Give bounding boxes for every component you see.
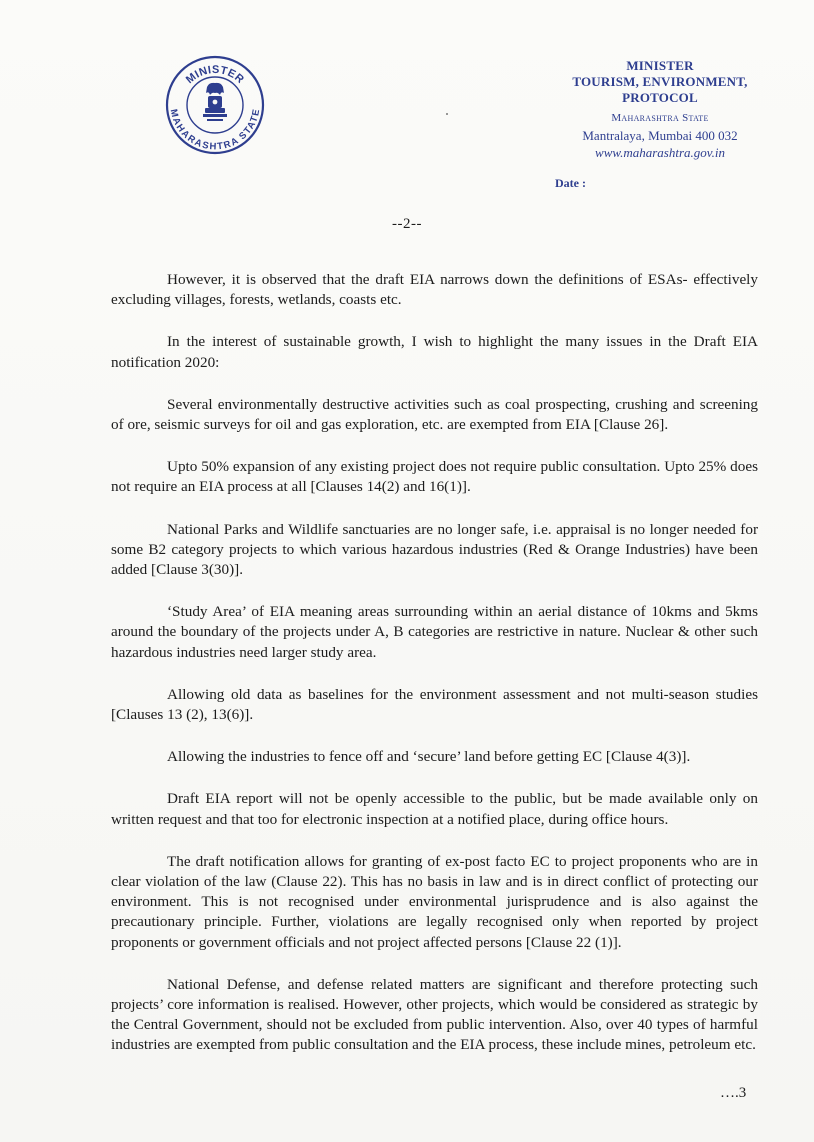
paragraph: Allowing the industries to fence off and ‘secure’ land before getting EC [Clause 4(3)]. [167,748,691,766]
paragraph: National Parks and Wildlife sanctuaries are no longer safe, i.e. appraisal is no longer needed for some B2 category projects to which various hazardous industries (Red & Orange Industries) have been added [Clause 3(30)]. [111,520,758,579]
paragraph: However, it is observed that the draft EIA narrows down the definitions of ESAs- effectively excluding villages, forests, wetlands, coasts etc. [111,271,758,309]
national-emblem-icon [203,83,227,121]
letterhead-portfolio: TOURISM, ENVIRONMENT, [572,74,748,89]
paragraph: Several environmentally destructive activities such as coal prospecting, crushing and screening of ore, seismic surveys for oil and gas exploration, etc. are exempted from EIA [Clause 26]. [111,395,758,434]
letterhead-address: Mantralaya, Mumbai 400 032 [582,128,738,143]
paragraph: Upto 50% expansion of any existing project does not require public consultation. Upto 25% does not require an EIA process at all [Clauses 14(2) and 16(1)]. [111,458,758,496]
paper-speck [446,113,448,115]
letterhead [540,58,780,161]
letterhead-portfolio-cont: PROTOCOL [622,90,698,105]
page-number: --2-- [392,216,422,232]
minister-seal [165,55,265,155]
paragraph: Allowing old data as baselines for the environment assessment and not multi-season studies [Clauses 13 (2), 13(6)]. [111,685,758,724]
paragraph: ‘Study Area’ of EIA meaning areas surrounding within an aerial distance of 10kms and 5kms around the boundary of the projects under A, B categories are restrictive in nature. Nuclear & other such hazardous industries need larger study area. [111,603,758,661]
paragraph: Draft EIA report will not be openly accessible to the public, but be made available only on written request and that too for electronic inspection at a notified place, during office hours. [111,790,758,828]
seal-top-text: MINISTER [183,63,247,87]
letterhead-state: Maharashtra State [611,112,709,124]
letterhead-title: MINISTER [626,58,694,73]
date-label: Date : [555,176,586,190]
paragraph: The draft notification allows for granting of ex-post facto EC to project proponents who are in clear violation of the law (Clause 22). This has no basis in law and is in direct conflict of protecting our environment. This is not recognised under environmental jurisprudence and is also against the precautionary principle. Further, violations are legally recognised only when reported by project proponents or government officials and not project affected persons [Clause 22 (1)]. [111,852,758,951]
paragraph: National Defense, and defense related matters are significant and therefore protecting such projects’ core information is realised. However, other projects, which would be considered as strategic by the Central Government, should not be excluded from public intervention. Also, over 40 types of harmful industries are exempted from public consultation and the EIA process, these include mines, petroleum etc. [111,975,758,1054]
paragraph: In the interest of sustainable growth, I wish to highlight the many issues in the Draft EIA notification 2020: [111,333,758,371]
letterhead-website: www.maharashtra.gov.in [595,145,725,160]
continuation-marker: ….3 [720,1085,747,1101]
letter-body [111,270,758,1078]
seal-bottom-text: MAHARASHTRA STATE [167,108,263,153]
